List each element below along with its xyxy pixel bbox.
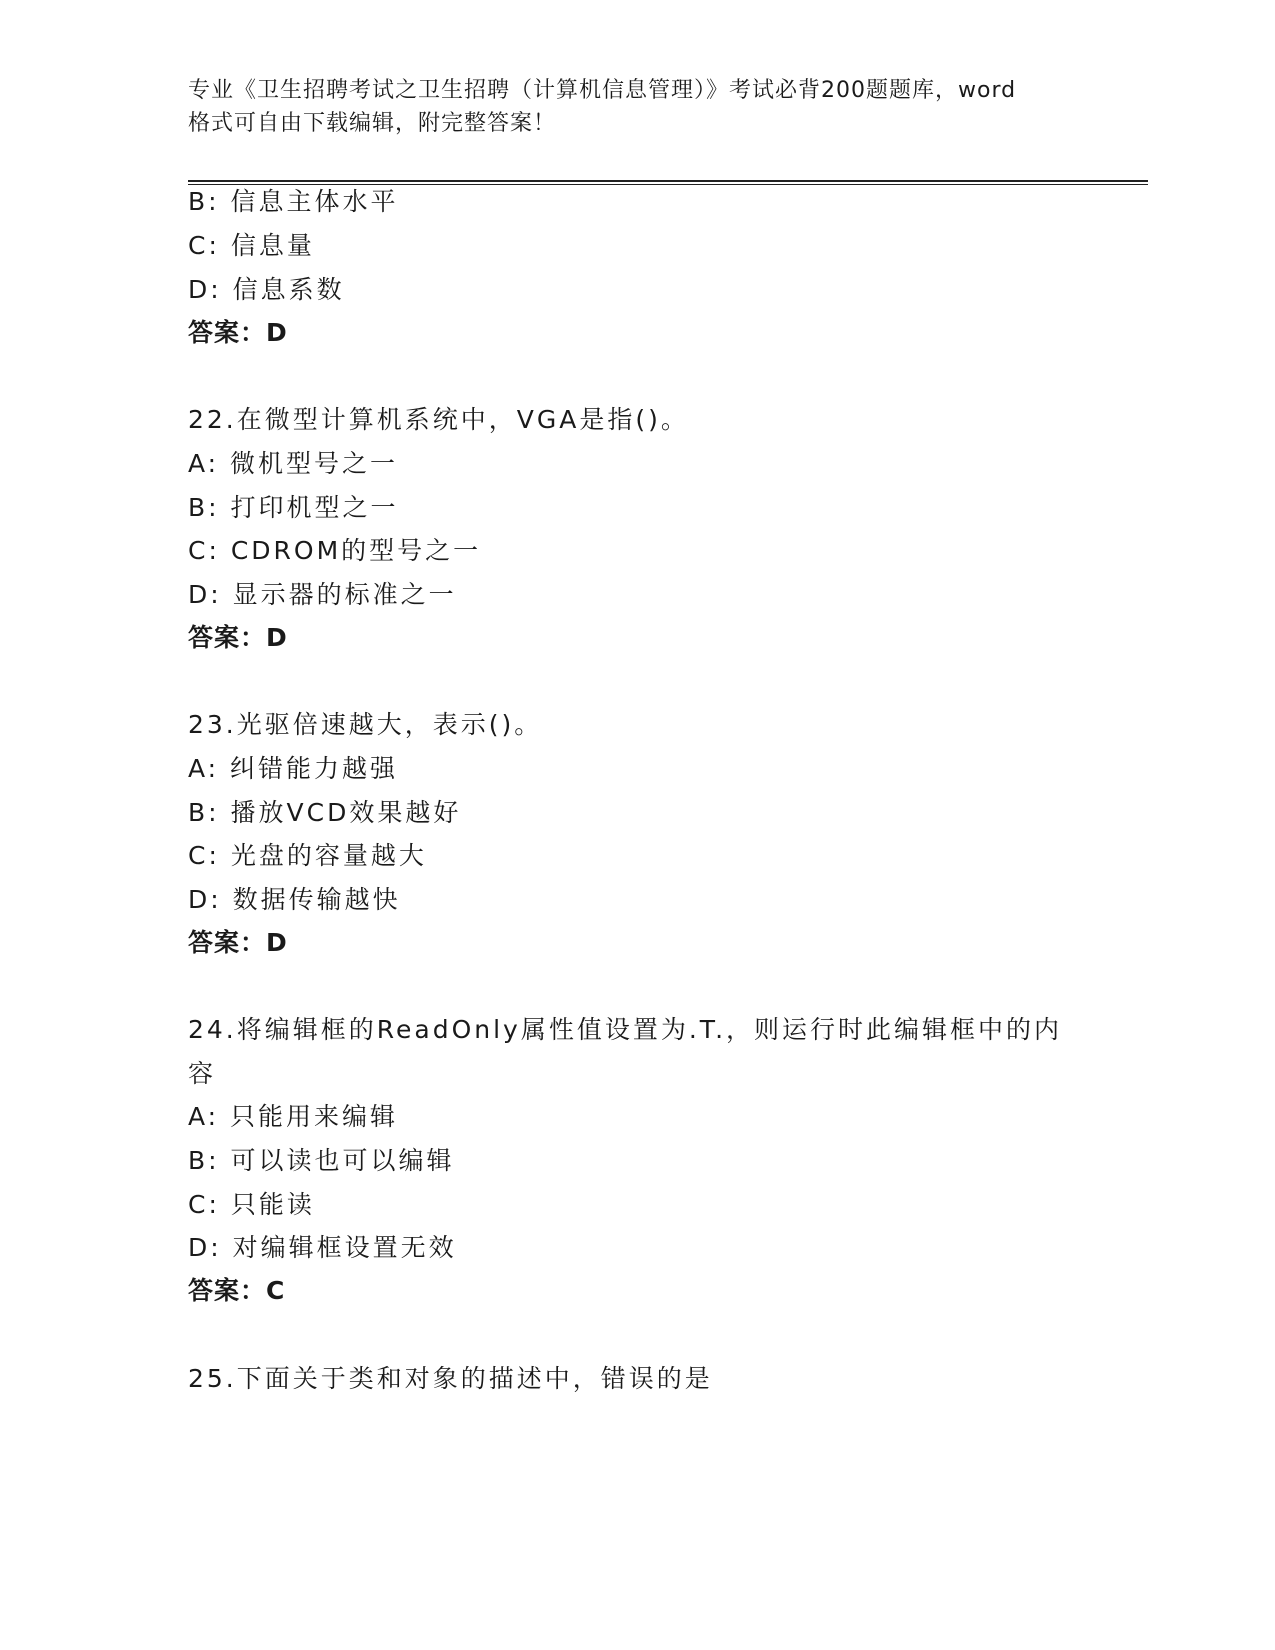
question-25-stem: 25.下面关于类和对象的描述中，错误的是 [188,1364,713,1393]
question-23-option-a: A: 纠错能力越强 [188,754,399,783]
question-22-option-d: D: 显示器的标准之一 [188,580,457,609]
question-24-option-b: B: 可以读也可以编辑 [188,1146,455,1175]
option-b: B: 信息主体水平 [188,187,399,216]
question-22-option-b: B: 打印机型之一 [188,493,399,522]
question-22-answer: 答案：D [188,623,288,652]
question-23-option-c: C: 光盘的容量越大 [188,841,427,870]
question-24-stem: 24.将编辑框的ReadOnly属性值设置为.T.，则运行时此编辑框中的内 [188,1015,1063,1044]
question-22-stem: 22.在微型计算机系统中，VGA是指()。 [188,405,689,434]
question-24-answer: 答案：C [188,1276,286,1305]
header-line-1: 专业《卫生招聘考试之卫生招聘（计算机信息管理）》考试必背200题题库，word [188,78,1017,103]
question-23-stem: 23.光驱倍速越大，表示()。 [188,710,543,739]
question-22-option-a: A: 微机型号之一 [188,449,399,478]
document-header [188,74,1088,140]
question-24-option-a: A: 只能用来编辑 [188,1102,399,1131]
answer: 答案：D [188,318,288,347]
question-24-option-c: C: 只能读 [188,1190,315,1219]
question-22-option-c: C: CDROM的型号之一 [188,536,482,565]
question-24-stem-continued: 容 [188,1059,217,1088]
question-23-option-b: B: 播放VCD效果越好 [188,798,462,827]
question-23-option-d: D: 数据传输越快 [188,885,401,914]
question-23-answer: 答案：D [188,928,288,957]
option-c: C: 信息量 [188,231,315,260]
option-d: D: 信息系数 [188,275,345,304]
header-line-2: 格式可自由下载编辑，附完整答案！ [188,111,557,136]
question-24-option-d: D: 对编辑框设置无效 [188,1233,457,1262]
